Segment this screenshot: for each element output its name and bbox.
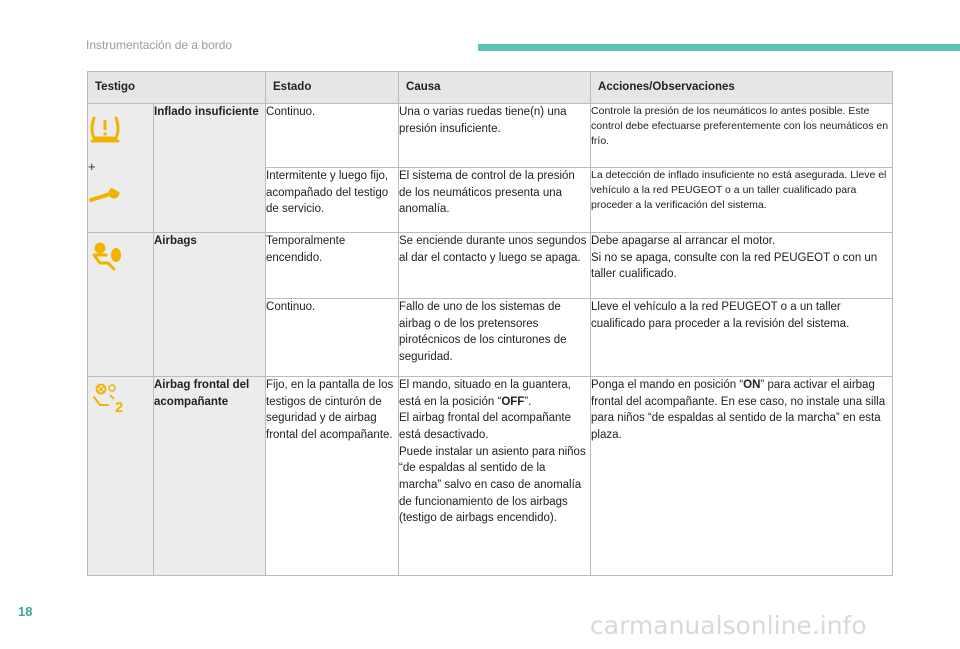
cell-causa <box>399 377 591 576</box>
tyre-warning-icons-cell <box>88 104 154 233</box>
table-header-row <box>88 72 893 104</box>
causa-line: Puede instalar un asiento para niños “de espaldas al sentido de la marcha” salvo en caso de anomalía de funcionamiento de los airbags (testigo de airbags encendido). <box>399 445 586 525</box>
acciones-text: Ponga el mando en posición “ <box>591 379 744 391</box>
acciones-line: Debe apagarse al arrancar el motor. <box>591 235 776 247</box>
section-title: Instrumentación de a bordo <box>86 38 233 52</box>
airbag-icon <box>88 241 124 277</box>
page-number: 18 <box>18 604 33 619</box>
column-header-causa: Causa <box>399 72 591 104</box>
table-row <box>88 377 893 576</box>
column-header-acciones: Acciones/Observaciones <box>591 72 893 104</box>
causa-text: ”. <box>524 395 532 408</box>
off-label: OFF <box>501 395 525 408</box>
cell-acciones <box>591 377 893 576</box>
airbag-icon-cell <box>88 233 154 377</box>
passenger-airbag-icon-cell <box>88 377 154 576</box>
acciones-line <box>591 377 892 444</box>
svg-text:2: 2 <box>115 399 124 415</box>
cell-acciones: Controle la presión de los neumáticos lo antes posible. Este control debe efectuarse preferentemente con los neumáticos en frío. <box>591 104 893 168</box>
on-label: ON <box>743 379 761 391</box>
column-header-estado: Estado <box>266 72 399 104</box>
row-name-airbag-acompanante: Airbag frontal del acompañante <box>154 377 266 576</box>
cell-estado: Continuo. <box>266 104 399 168</box>
service-wrench-icon <box>88 185 122 213</box>
table-row <box>88 233 893 299</box>
row-name-airbags: Airbags <box>154 233 266 377</box>
passenger-airbag-off-icon <box>88 383 126 421</box>
cell-causa: Se enciende durante unos segundos al dar el contacto y luego se apaga. <box>399 233 591 299</box>
acciones-line: Si no se apaga, consulte con la red PEUGEOT o con un taller cualificado. <box>591 251 878 281</box>
cell-acciones: Lleve el vehículo a la red PEUGEOT o a un taller cualificado para proceder a la revisión del sistema. <box>591 299 893 377</box>
cell-causa: Fallo de uno de los sistemas de airbag o de los pretensores pirotécnicos de los cinturones de seguridad. <box>399 299 591 377</box>
column-header-testigo: Testigo <box>88 72 266 104</box>
cell-causa: Una o varias ruedas tiene(n) una presión insuficiente. <box>399 104 591 168</box>
cell-acciones <box>591 233 893 299</box>
cell-estado: Intermitente y luego fijo, acompañado del testigo de servicio. <box>266 168 399 233</box>
tyre-pressure-warning-icon <box>88 114 122 150</box>
cell-acciones: La detección de inflado insuficiente no está asegurada. Lleve el vehículo a la red PEUGEOT o a un taller cualificado para proceder a la verificación del sistema. <box>591 168 893 233</box>
cell-causa: El sistema de control de la presión de los neumáticos presenta una anomalía. <box>399 168 591 233</box>
warning-lights-table <box>87 71 893 576</box>
watermark: carmanualsonline.info <box>590 611 867 640</box>
table-row <box>88 104 893 168</box>
causa-line: El airbag frontal del acompañante está desactivado. <box>399 412 571 442</box>
cell-estado: Temporalmente encendido. <box>266 233 399 299</box>
cell-estado: Fijo, en la pantalla de los testigos de cinturón de seguridad y de airbag frontal del acompañante. <box>266 377 399 576</box>
causa-line <box>399 377 590 410</box>
acciones-text: ” para activar el airbag frontal del acompañante. En ese caso, no instale una silla para niños “de espaldas al sentido de la marcha” en esta plaza. <box>591 379 886 442</box>
causa-text: El mando, situado en la guantera, está en la posición “ <box>399 379 571 408</box>
plus-sign: + <box>88 158 96 174</box>
row-name-inflado: Inflado insuficiente <box>154 104 266 233</box>
cell-estado: Continuo. <box>266 299 399 377</box>
accent-bar <box>478 44 960 51</box>
